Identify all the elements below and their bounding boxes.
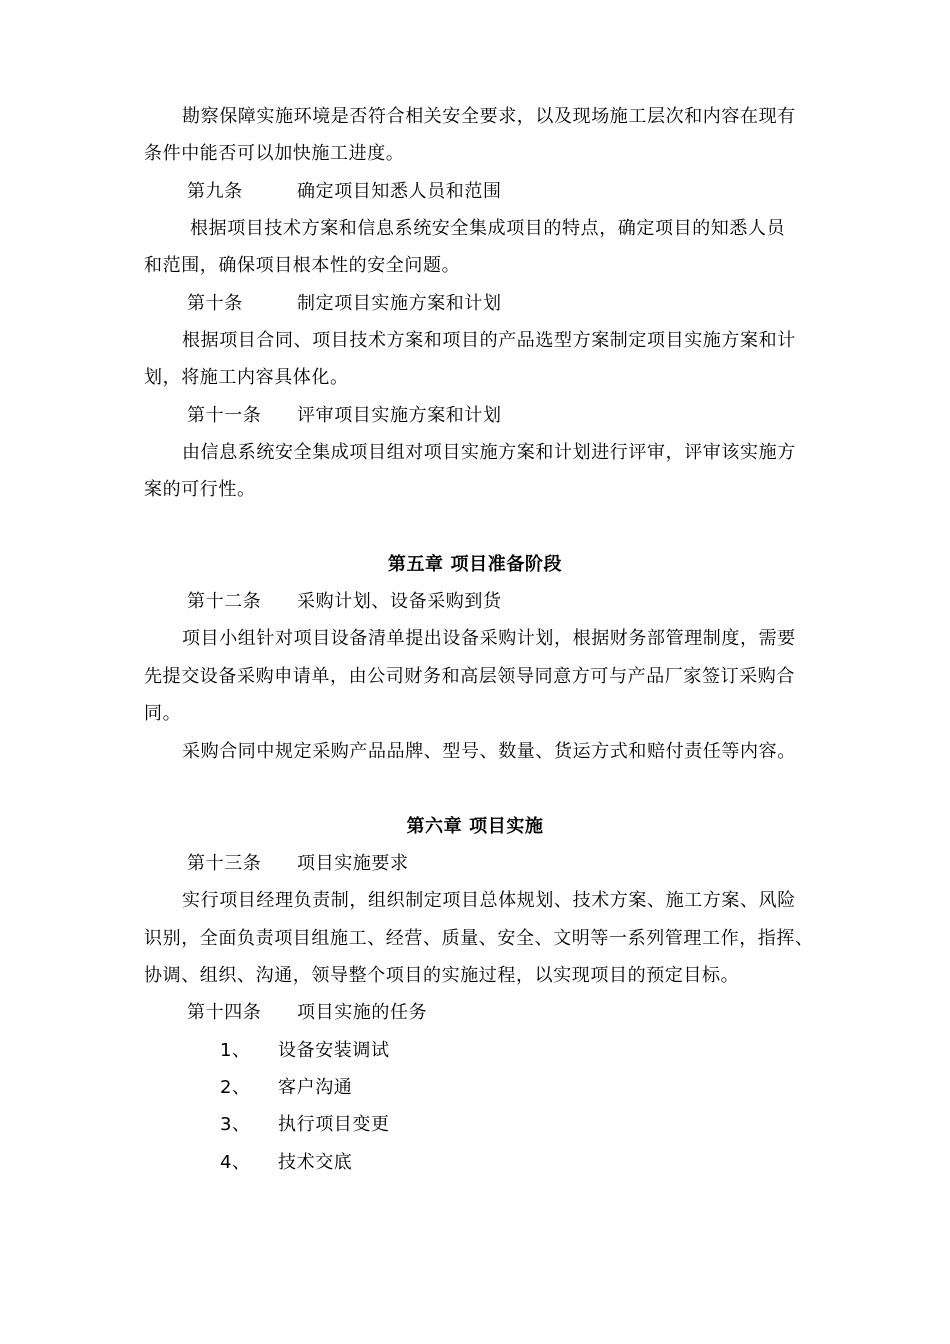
list-item-number: 2、	[220, 1077, 251, 1098]
article-number: 第十三条	[187, 853, 262, 874]
article-number: 第十条	[187, 293, 243, 314]
list-item	[220, 1077, 352, 1099]
article-title: 确定项目知悉人员和范围	[297, 181, 502, 202]
article-title: 制定项目实施方案和计划	[297, 293, 502, 314]
article-title: 项目实施要求	[297, 853, 409, 874]
list-item-text: 设备安装调试	[278, 1040, 390, 1061]
paragraph-line: 和范围，确保项目根本性的安全问题。	[144, 255, 461, 276]
paragraph-line: 划，将施工内容具体化。	[144, 367, 349, 388]
paragraph-line: 条件中能否可以加快施工进度。	[144, 143, 405, 164]
paragraph-line: 采购合同中规定采购产品品牌、型号、数量、货运方式和赔付责任等内容。	[182, 741, 796, 762]
article-heading	[187, 1002, 427, 1024]
paragraph-line: 勘察保障实施环境是否符合相关安全要求，以及现场施工层次和内容在现有	[182, 106, 796, 127]
paragraph-line: 根据项目合同、项目技术方案和项目的产品选型方案制定项目实施方案和计	[182, 330, 796, 351]
paragraph-line: 实行项目经理负责制，组织制定项目总体规划、技术方案、施工方案、风险	[182, 890, 796, 911]
article-number: 第十四条	[187, 1002, 262, 1023]
list-item	[220, 1114, 390, 1136]
paragraph-line: 项目小组针对项目设备清单提出设备采购计划，根据财务部管理制度，需要	[182, 628, 796, 649]
list-item-text: 执行项目变更	[278, 1114, 390, 1135]
article-title: 项目实施的任务	[297, 1002, 428, 1023]
article-heading	[187, 405, 502, 427]
article-number: 第十二条	[187, 591, 262, 612]
paragraph-line: 同。	[144, 703, 182, 724]
list-item	[220, 1152, 352, 1174]
list-item	[220, 1040, 390, 1062]
list-item-number: 4、	[220, 1152, 251, 1173]
article-heading	[187, 293, 502, 315]
list-item-text: 技术交底	[278, 1152, 353, 1173]
paragraph-line: 先提交设备采购申请单，由公司财务和高层领导同意方可与产品厂家签订采购合	[144, 666, 795, 687]
article-number: 第十一条	[187, 405, 262, 426]
article-heading	[187, 853, 409, 875]
chapter-heading: 第五章 项目准备阶段	[387, 554, 563, 575]
paragraph-line: 由信息系统安全集成项目组对项目实施方案和计划进行评审，评审该实施方	[182, 442, 796, 463]
article-number: 第九条	[187, 181, 243, 202]
list-item-number: 1、	[220, 1040, 251, 1061]
paragraph-line: 根据项目技术方案和信息系统安全集成项目的特点，确定项目的知悉人员	[190, 218, 786, 239]
list-item-text: 客户沟通	[278, 1077, 353, 1098]
article-title: 评审项目实施方案和计划	[297, 405, 502, 426]
paragraph-line: 案的可行性。	[144, 479, 256, 500]
article-heading	[187, 181, 502, 203]
list-item-number: 3、	[220, 1114, 251, 1135]
article-heading	[187, 591, 502, 613]
paragraph-line: 识别，全面负责项目组施工、经营、质量、安全、文明等一系列管理工作，指挥、	[144, 928, 814, 949]
chapter-heading: 第六章 项目实施	[406, 816, 544, 837]
article-title: 采购计划、设备采购到货	[297, 591, 502, 612]
paragraph-line: 协调、组织、沟通，领导整个项目的实施过程，以实现项目的预定目标。	[144, 965, 740, 986]
